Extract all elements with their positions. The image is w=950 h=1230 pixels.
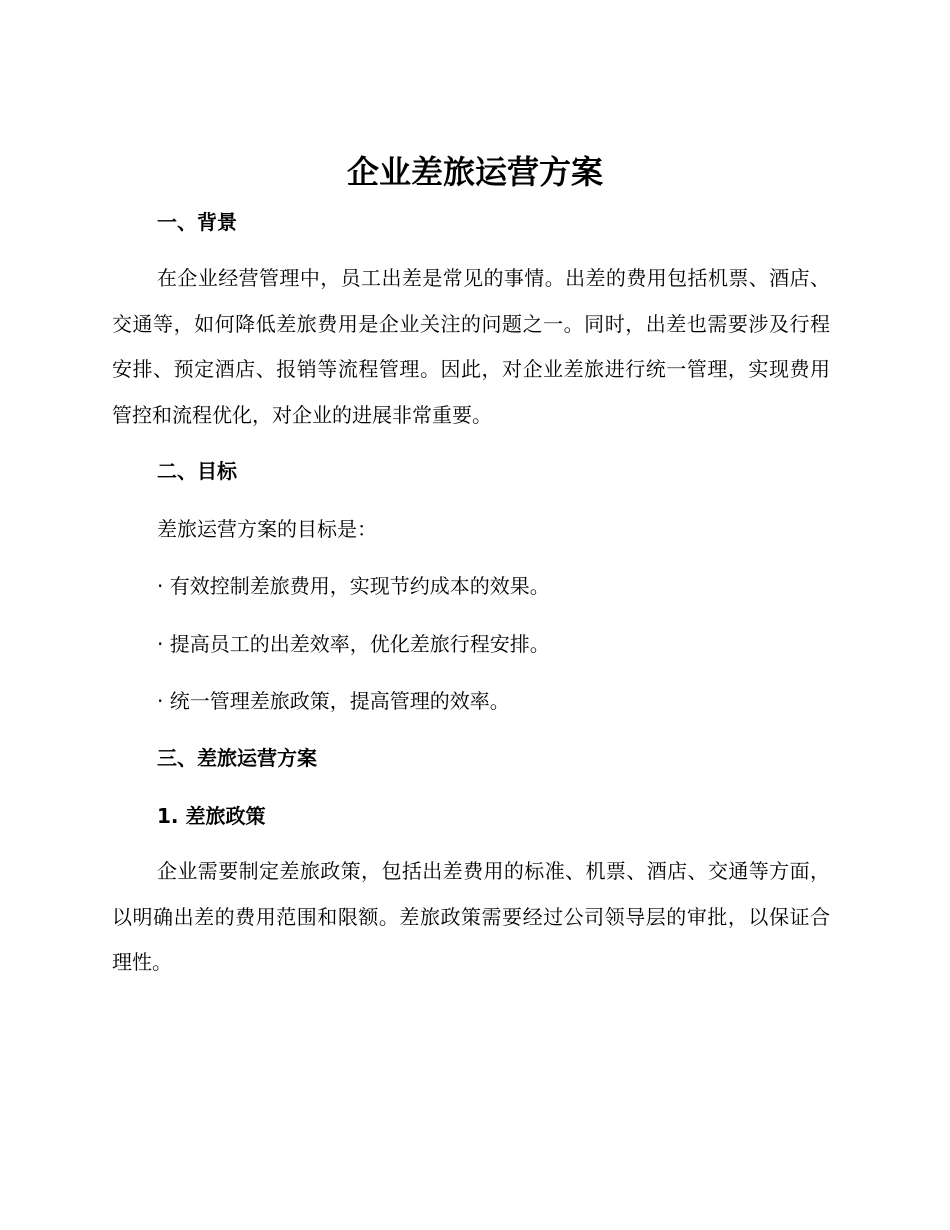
goal-bullet-2: · 提高员工的出差效率，优化差旅行程安排。	[157, 632, 550, 656]
goals-intro: 差旅运营方案的目标是：	[157, 517, 377, 541]
goal-bullet-1: · 有效控制差旅费用，实现节约成本的效果。	[157, 574, 550, 598]
policy-paragraph: 企业需要制定差旅政策，包括出差费用的标准、机票、酒店、交通等方面，以明确出差的费用范围和限额。差旅政策需要经过公司领导层的审批，以保证合理性。	[112, 859, 830, 974]
section-heading-plan: 三、差旅运营方案	[157, 746, 317, 770]
section-heading-background: 一、背景	[157, 210, 237, 234]
background-paragraph: 在企业经营管理中，员工出差是常见的事情。出差的费用包括机票、酒店、交通等，如何降低差旅费用是企业关注的问题之一。同时，出差也需要涉及行程安排、预定酒店、报销等流程管理。因此，对企业差旅进行统一管理，实现费用管控和流程优化，对企业的进展非常重要。	[112, 266, 830, 427]
section-heading-goals: 二、目标	[157, 459, 237, 483]
subsection-heading-policy: 1. 差旅政策	[157, 804, 266, 828]
goal-bullet-3: · 统一管理差旅政策，提高管理的效率。	[157, 689, 510, 713]
document-title: 企业差旅运营方案	[346, 153, 603, 191]
